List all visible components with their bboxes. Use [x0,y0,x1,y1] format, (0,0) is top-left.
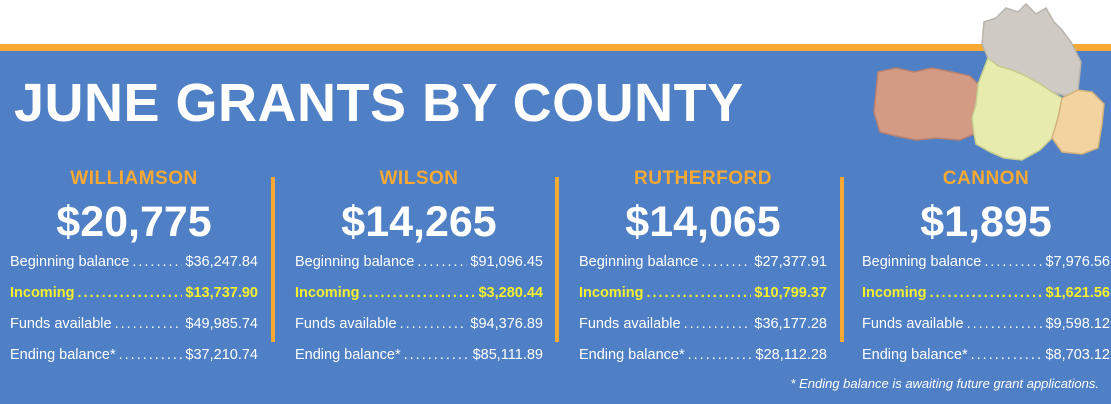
row-label: Ending balance* [862,347,968,363]
row-value: $7,976.56 [1045,254,1110,270]
county-total: $14,265 [341,198,497,246]
row-value: $27,377.91 [754,254,827,270]
county-name: CANNON [942,168,1030,189]
dot-leader [115,316,183,332]
incoming-row [862,285,1110,316]
column-divider [840,177,844,342]
row-value: $37,210.74 [185,347,258,363]
row-label: Beginning balance [10,254,130,270]
county-column-wilson [295,168,543,378]
row-value: $91,096.45 [470,254,543,270]
row-label: Beginning balance [295,254,415,270]
row-label: Incoming [10,285,75,301]
county-total: $1,895 [920,198,1052,246]
row-value: $36,177.28 [754,316,827,332]
row-label: Funds available [862,316,964,332]
row-value: $28,112.28 [755,347,827,363]
row-value: $13,737.90 [185,285,258,301]
dot-leader [971,347,1043,363]
dot-leader [362,285,475,301]
row-value: $85,111.89 [472,347,543,363]
row-value: $94,376.89 [470,316,543,332]
county-name: RUTHERFORD [634,168,772,189]
county-name: WILSON [379,168,459,189]
row-value: $10,799.37 [754,285,827,301]
funds-available-row [10,316,258,347]
incoming-row [10,285,258,316]
dot-leader [684,316,752,332]
row-value: $1,621.56 [1045,285,1110,301]
county-column-cannon [862,168,1110,378]
beginning-balance-row [10,254,258,285]
row-value: $49,985.74 [185,316,258,332]
row-label: Funds available [10,316,112,332]
dot-leader [132,254,182,270]
row-label: Incoming [295,285,360,301]
row-label: Ending balance* [579,347,685,363]
row-value: $8,703.12 [1045,347,1110,363]
incoming-row [295,285,543,316]
dot-leader [646,285,751,301]
ending-balance-row [10,347,258,378]
dot-leader [984,254,1042,270]
row-label: Funds available [295,316,397,332]
dot-leader [701,254,751,270]
dot-leader [400,316,468,332]
ending-balance-row [295,347,543,378]
row-value: $3,280.44 [478,285,543,301]
row-label: Beginning balance [579,254,699,270]
county-column-rutherford [579,168,827,378]
funds-available-row [579,316,827,347]
beginning-balance-row [862,254,1110,285]
funds-available-row [295,316,543,347]
row-label: Incoming [579,285,644,301]
row-value: $36,247.84 [185,254,258,270]
beginning-balance-row [579,254,827,285]
row-label: Ending balance* [295,347,401,363]
column-divider [271,177,275,342]
row-value: $9,598.12 [1045,316,1110,332]
county-map-icon [866,0,1111,170]
row-label: Ending balance* [10,347,116,363]
row-label: Funds available [579,316,681,332]
county-column-williamson [10,168,258,378]
footnote: * Ending balance is awaiting future grant applications. [790,376,1099,391]
funds-available-row [862,316,1110,347]
ending-balance-row [579,347,827,378]
row-label: Incoming [862,285,927,301]
dot-leader [417,254,467,270]
row-label: Beginning balance [862,254,982,270]
incoming-row [579,285,827,316]
dot-leader [688,347,753,363]
column-divider [555,177,559,342]
dot-leader [77,285,182,301]
dot-leader [404,347,470,363]
dot-leader [119,347,183,363]
dot-leader [929,285,1042,301]
page-title: JUNE GRANTS BY COUNTY [14,73,744,133]
county-total: $20,775 [56,198,212,246]
dot-leader [967,316,1043,332]
county-total: $14,065 [625,198,781,246]
county-name: WILLIAMSON [70,168,198,189]
ending-balance-row [862,347,1110,378]
beginning-balance-row [295,254,543,285]
